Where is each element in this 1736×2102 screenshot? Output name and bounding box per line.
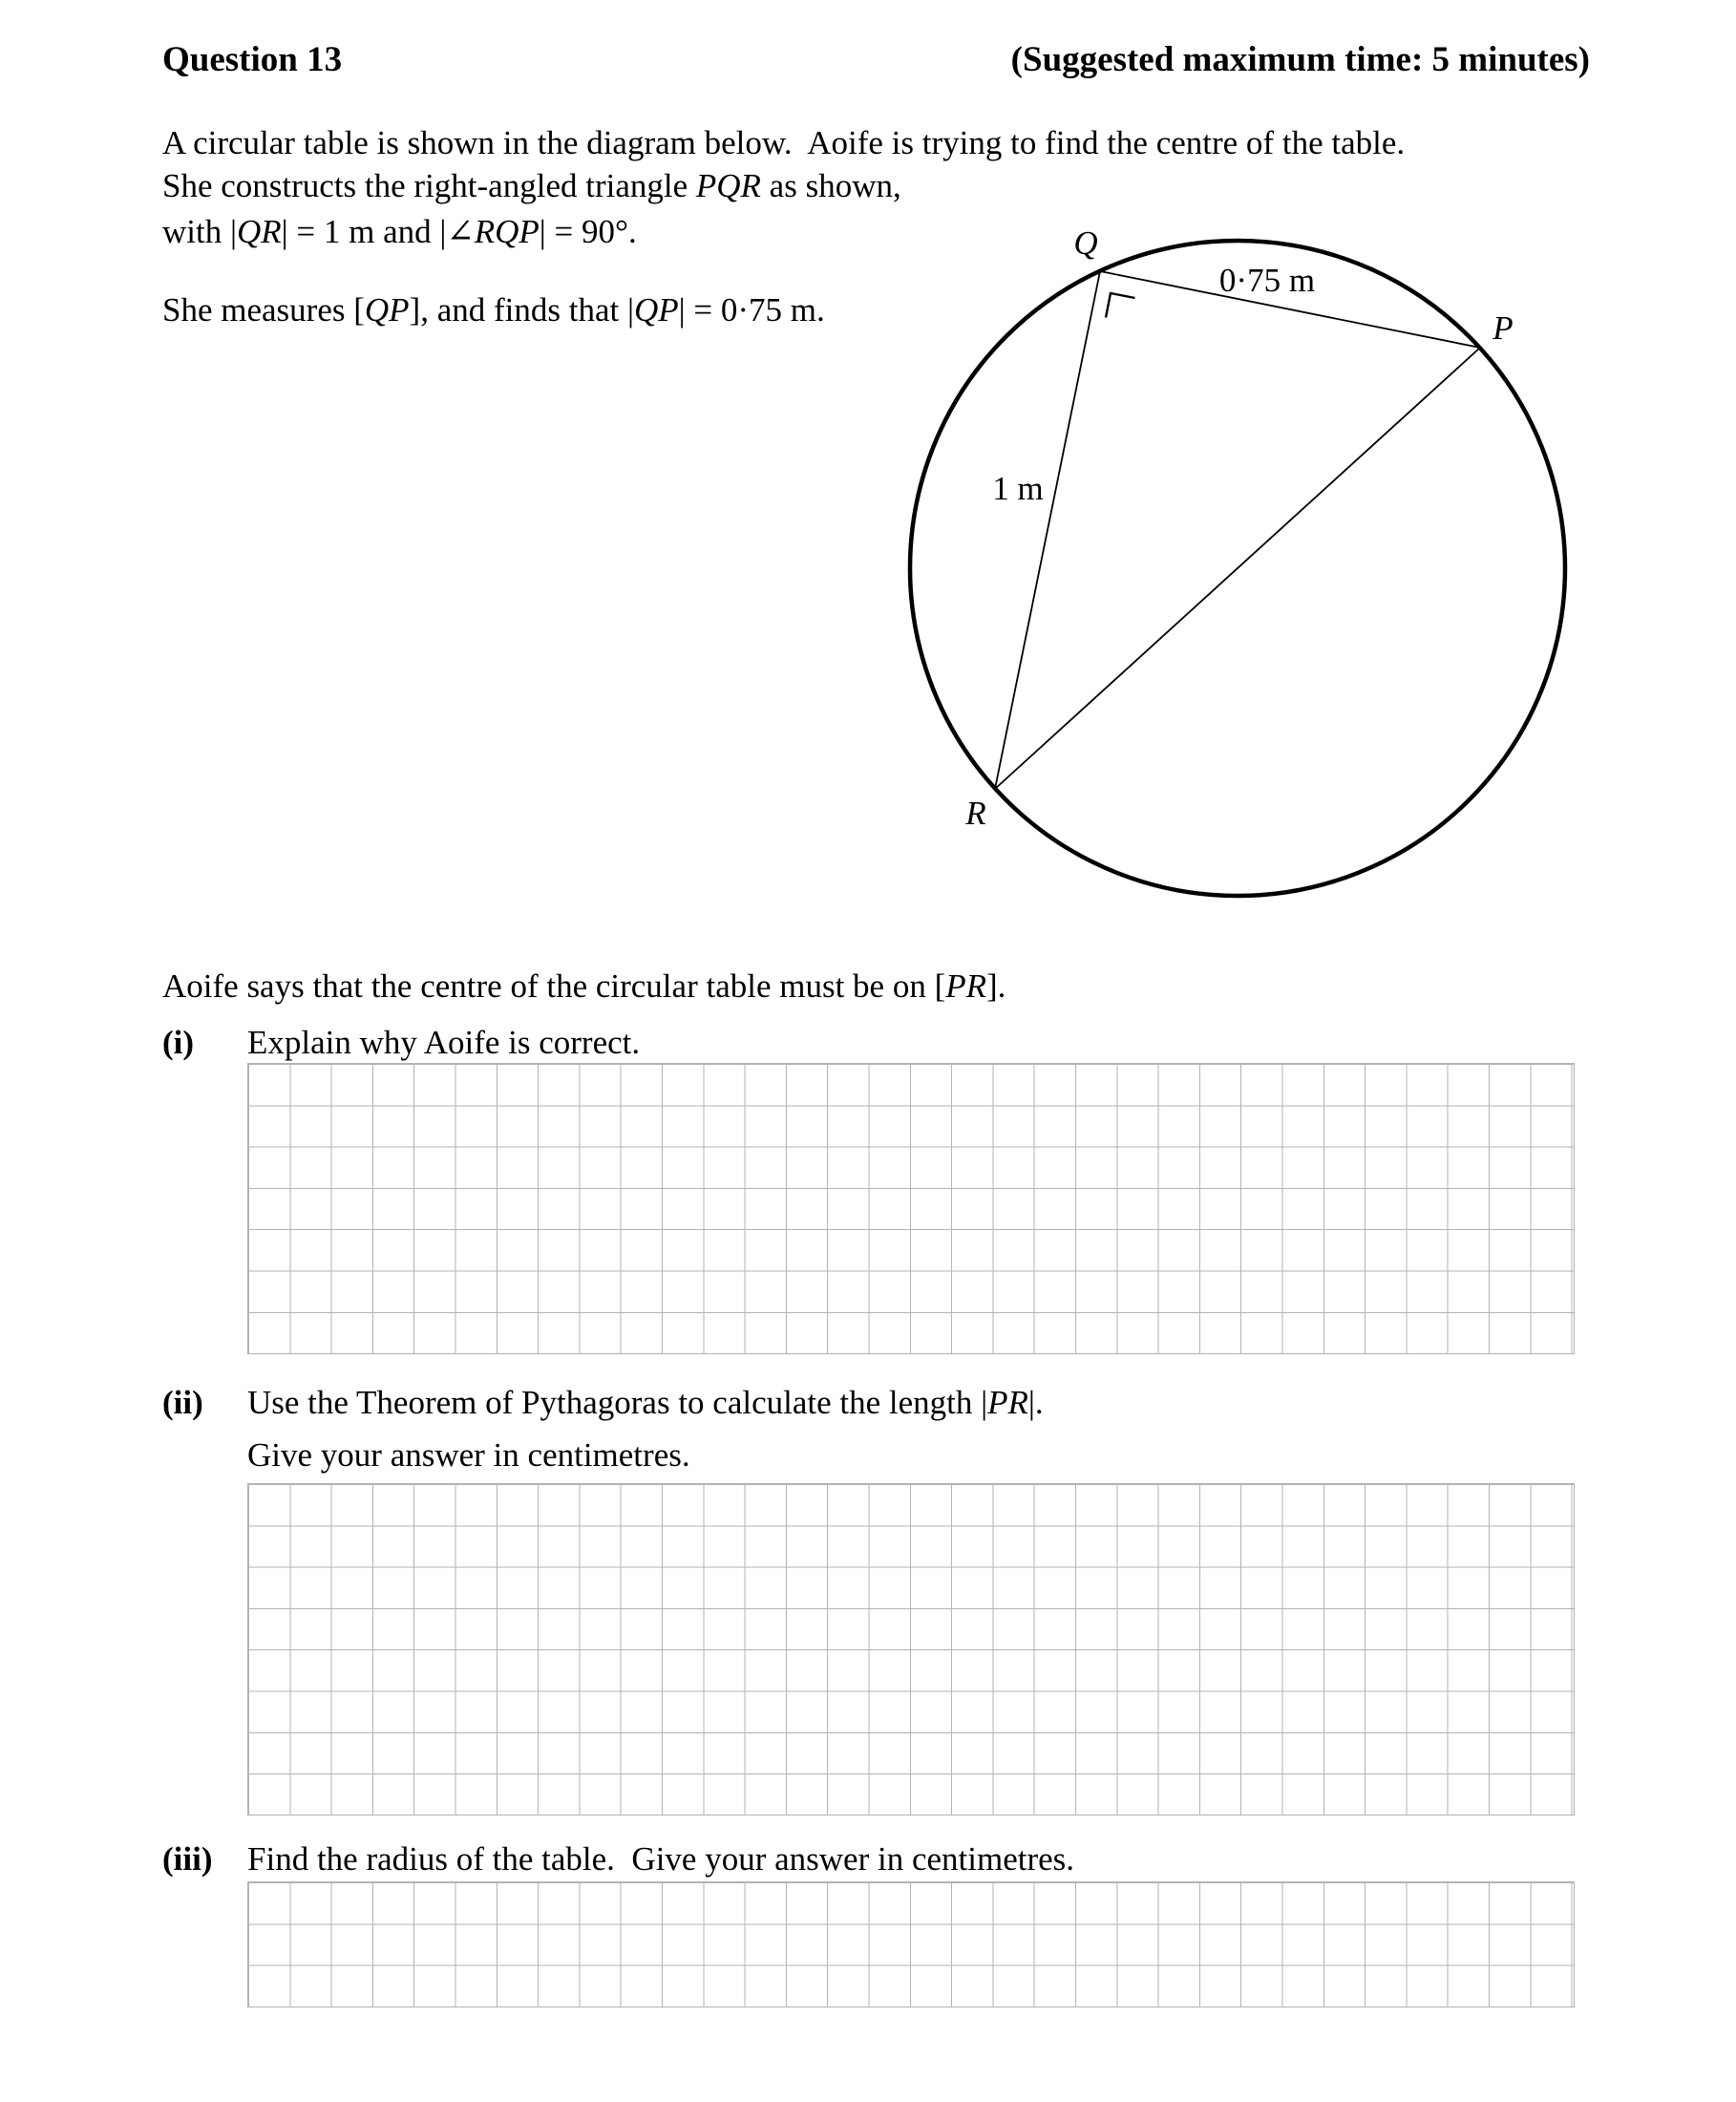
part-ii-label: (ii): [162, 1384, 203, 1421]
point-label-q: Q: [1073, 224, 1098, 262]
given-text-b: | = 1 m and |∠: [281, 213, 475, 250]
qp-length-label: 0·75 m: [1218, 262, 1316, 299]
answer-grid-ii: [247, 1483, 1575, 1815]
right-angle-mark: [1106, 293, 1135, 318]
part-iii-prompt: Find the radius of the table. Give your answer in centimetres.: [247, 1840, 1075, 1878]
segment-pr: PR: [945, 967, 987, 1005]
statement-line: [162, 963, 1006, 1010]
angle-rqp: RQP: [474, 213, 540, 250]
segment-qr: QR: [236, 213, 282, 250]
time-note: (Suggested maximum time: 5 minutes): [1010, 40, 1590, 79]
question-label: Question 13: [162, 40, 343, 79]
point-label-p: P: [1493, 309, 1514, 347]
intro-line-2-text: She constructs the right-angled triangle: [162, 167, 696, 204]
table-diagram: [898, 196, 1577, 922]
intro-line-2: [162, 162, 901, 210]
part-i-label: (i): [162, 1024, 195, 1061]
part-iii-label: (iii): [162, 1840, 213, 1878]
triangle-pqr: [995, 271, 1480, 789]
part-ii-prompt-tail: |.: [1027, 1384, 1044, 1421]
intro-line-1: A circular table is shown in the diagram below. Aoife is trying to find the centre of the table.: [162, 124, 1406, 161]
part-ii-prompt: [247, 1379, 1044, 1427]
triangle-name: PQR: [695, 167, 761, 204]
part-i-prompt: Explain why Aoife is correct.: [247, 1024, 641, 1061]
intro-line-2-tail: as shown,: [760, 167, 901, 204]
measure-text-a: She measures [: [162, 291, 365, 329]
part-ii-prompt-text: Use the Theorem of Pythagoras to calculate the length |: [247, 1384, 988, 1421]
segment-qp: QP: [364, 291, 410, 329]
length-pr: PR: [987, 1384, 1028, 1421]
answer-grid-iii: [247, 1881, 1575, 2007]
qr-length-label: 1 m: [992, 470, 1044, 507]
measure-text-c: | = 0·75 m.: [678, 291, 825, 329]
given-text-a: with |: [162, 213, 237, 250]
given-text-c: | = 90°.: [539, 213, 637, 250]
statement-text: Aoife says that the centre of the circular table must be on [: [162, 967, 946, 1005]
intro-line-4: [162, 287, 825, 334]
answer-grid-i: [247, 1063, 1575, 1354]
statement-tail: ].: [986, 967, 1006, 1005]
part-ii-prompt-line2: Give your answer in centimetres.: [247, 1436, 690, 1474]
intro-line-3: [162, 208, 637, 256]
point-label-r: R: [965, 795, 986, 832]
measure-text-b: ], and finds that |: [409, 291, 634, 329]
length-qp: QP: [633, 291, 679, 329]
